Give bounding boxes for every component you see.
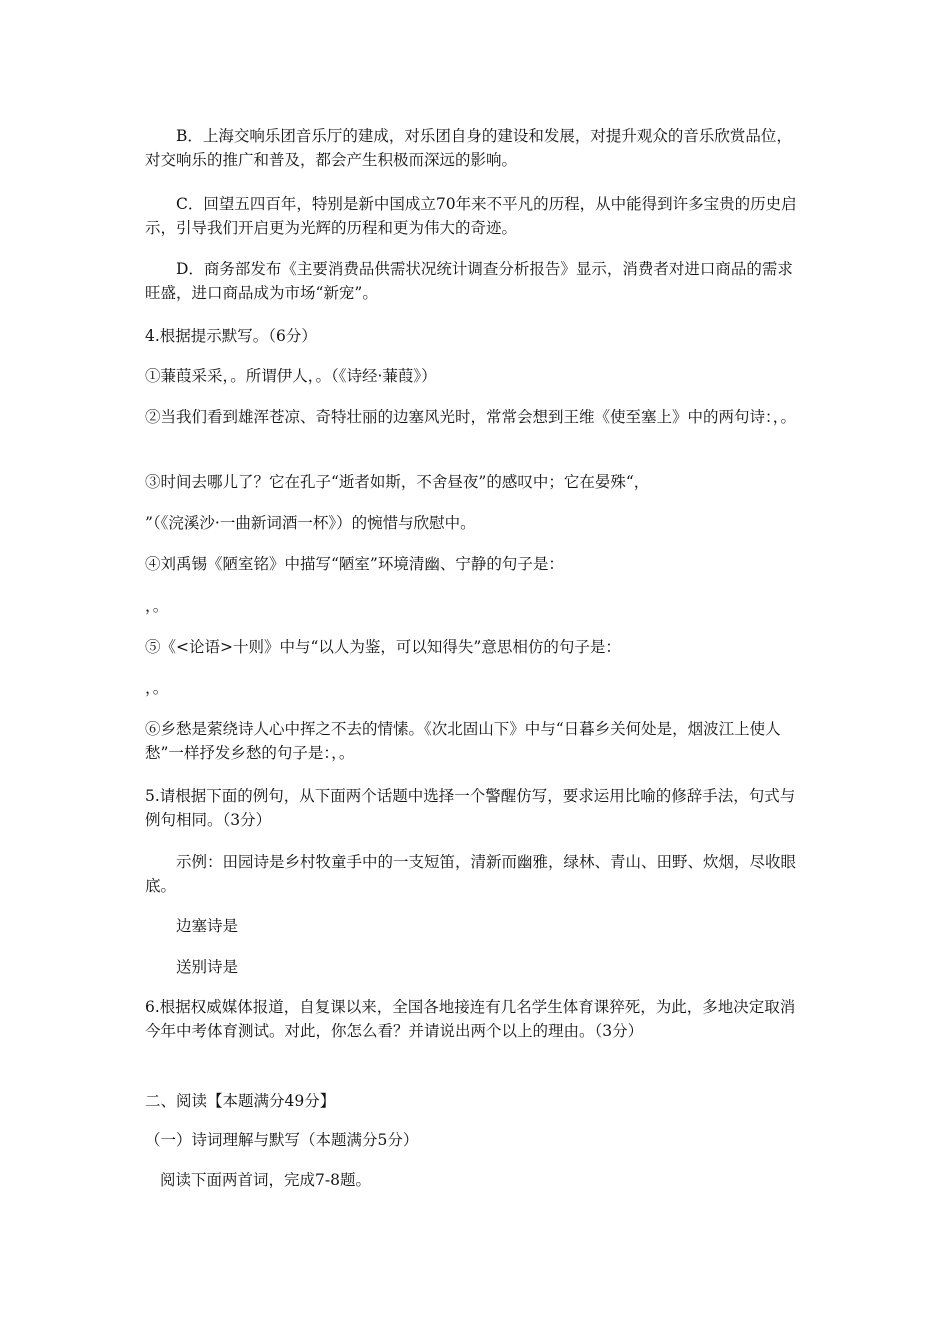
question-5-title: 5.请根据下面的例句，从下面两个话题中选择一个警醒仿写，要求运用比喻的修辞手法，句式与例句相同。（3分）	[145, 787, 796, 829]
q4-item-6: ⑥乡愁是萦绕诗人心中挥之不去的情愫。《次北固山下》中与“日暮乡关何处是，烟波江上使人愁”一样抒发乡愁的句子是：，。	[145, 720, 781, 762]
option-d: D．商务部发布《主要消费品供需状况统计调查分析报告》显示，消费者对进口商品的需求旺盛，进口商品成为市场“新宠”。	[145, 260, 793, 302]
q4-item-5-line2: ，。	[145, 679, 169, 697]
q4-item-3-line1: ③时间去哪儿了？它在孔子“逝者如斯，不舍昼夜”的感叹中；它在晏殊“，	[145, 473, 650, 491]
question-4-title: 4.根据提示默写。（6分）	[145, 327, 317, 345]
q4-item-4-line2: ，。	[145, 597, 169, 615]
q4-item-5-line1: ⑤《<论语>十则》中与“以人为鉴，可以知得失”意思相仿的句子是：	[145, 638, 621, 656]
section-2-sub-heading: （一）诗词理解与默写（本题满分5分）	[145, 1131, 419, 1149]
section-2-instruction: 阅读下面两首词，完成7-8题。	[160, 1171, 371, 1189]
option-b: B．上海交响乐团音乐厅的建成，对乐团自身的建设和发展，对提升观众的音乐欣赏品位，对交响乐的推广和普及，都会产生积极而深远的影响。	[145, 127, 792, 169]
q4-item-3-line2: ”（《浣溪沙·一曲新词酒一杯》）的惋惜与欣慰中。	[145, 514, 476, 532]
option-c: C．回望五四百年，特别是新中国成立70年来不平凡的历程，从中能得到许多宝贵的历史启示，引导我们开启更为光辉的历程和更为伟大的奇迹。	[145, 195, 797, 237]
section-2-heading: 二、阅读【本题满分49分】	[145, 1092, 336, 1110]
question-6-title: 6.根据权威媒体报道，自复课以来，全国各地接连有几名学生体育课猝死，为此，多地决定取消今年中考体育测试。对此，你怎么看？并请说出两个以上的理由。（3分）	[145, 998, 796, 1040]
q4-item-4-line1: ④刘禹锡《陋室铭》中描写“陋室”环境清幽、宁静的句子是：	[145, 555, 564, 573]
q4-item-2: ②当我们看到雄浑苍凉、奇特壮丽的边塞风光时，常常会想到王维《使至塞上》中的两句诗：，。	[145, 408, 797, 426]
q5-topic-farewell-poem: 送别诗是	[176, 958, 239, 976]
q5-example: 示例：田园诗是乡村牧童手中的一支短笛，清新而幽雅，绿林、青山、田野、炊烟，尽收眼底。	[145, 853, 797, 895]
q5-topic-frontier-poem: 边塞诗是	[176, 917, 239, 935]
q4-item-1: ①蒹葭采采，。所谓伊人，。（《诗经·蒹葭》）	[145, 367, 437, 385]
